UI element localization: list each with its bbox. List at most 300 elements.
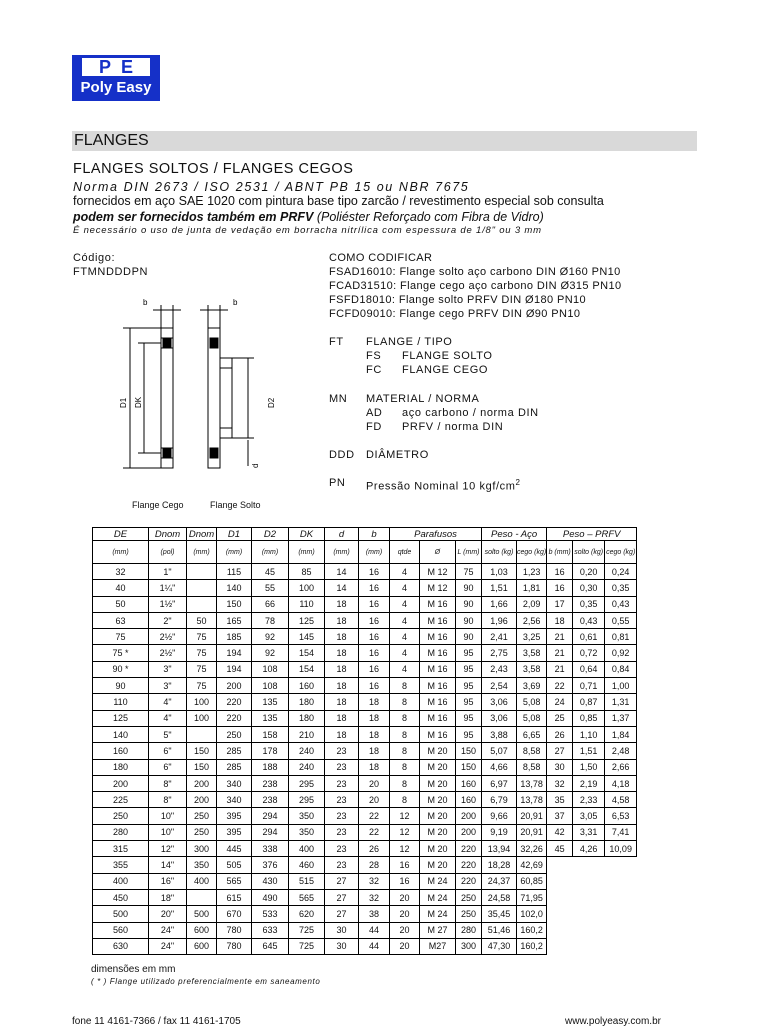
table-cell: 6,65: [517, 726, 547, 742]
legend-item-value: FLANGE CEGO: [402, 364, 489, 376]
th-unit: (mm): [325, 541, 359, 564]
table-cell: 18: [547, 612, 573, 628]
table-cell: 350: [289, 824, 325, 840]
table-cell: 1,66: [482, 596, 517, 612]
table-cell: 3,25: [517, 629, 547, 645]
dim-d1: D1: [119, 397, 128, 408]
table-cell: 294: [252, 808, 289, 824]
table-cell: [573, 857, 605, 873]
table-cell: 90: [456, 580, 482, 596]
table-cell: 395: [217, 808, 252, 824]
table-cell: 240: [289, 759, 325, 775]
table-cell: 2,54: [482, 678, 517, 694]
table-cell: 8: [390, 726, 420, 742]
table-cell: 75: [187, 678, 217, 694]
th-d: d: [325, 528, 359, 541]
table-cell: 338: [252, 841, 289, 857]
table-row: [93, 564, 637, 580]
table-cell: 8: [390, 678, 420, 694]
table-cell: 180: [289, 710, 325, 726]
table-cell: 125: [93, 710, 149, 726]
prfv-italic: (Poliéster Reforçado com Fibra de Vidro): [313, 210, 544, 224]
table-cell: 1,50: [573, 759, 605, 775]
table-cell: 780: [217, 938, 252, 954]
table-row: [93, 759, 637, 775]
prfv-bold: podem ser fornecidos também em PRFV: [73, 210, 314, 224]
table-cell: 0,71: [573, 678, 605, 694]
table-row: [93, 906, 637, 922]
table-cell: 92: [252, 629, 289, 645]
table-row: [93, 857, 637, 873]
table-cell: 450: [93, 889, 149, 905]
table-cell: 90: [456, 612, 482, 628]
table-cell: 0,64: [573, 661, 605, 677]
table-cell: 158: [252, 726, 289, 742]
table-cell: M 16: [420, 678, 456, 694]
table-cell: 400: [289, 841, 325, 857]
codificar-title: COMO CODIFICAR: [329, 252, 433, 264]
th-peso-prfv: Peso – PRFV: [547, 528, 637, 541]
table-cell: 18: [359, 759, 390, 775]
table-cell: 340: [217, 792, 252, 808]
table-cell: 0,20: [573, 564, 605, 580]
table-cell: 23: [325, 759, 359, 775]
table-cell: 4: [390, 564, 420, 580]
prfv-text: [73, 210, 544, 224]
table-cell: 42,69: [517, 857, 547, 873]
dim-dk: DK: [134, 396, 143, 408]
th-unit: solto (kg): [573, 541, 605, 564]
table-cell: 108: [252, 661, 289, 677]
table-cell: 1,10: [573, 726, 605, 742]
th-unit: (pol): [149, 541, 187, 564]
legend-label: MATERIAL / NORMA: [366, 393, 480, 405]
table-cell: 16: [359, 596, 390, 612]
table-cell: 1½": [149, 596, 187, 612]
table-cell: 0,35: [605, 580, 637, 596]
legend-item-key: AD: [366, 407, 383, 419]
table-cell: 115: [217, 564, 252, 580]
table-cell: M 24: [420, 906, 456, 922]
flange-drawing: [108, 290, 298, 495]
legend-item: [366, 420, 504, 434]
table-cell: 2½": [149, 629, 187, 645]
table-cell: 294: [252, 824, 289, 840]
table-row: [93, 824, 637, 840]
legend-pn-text: Pressão Nominal 10 kgf/cm: [366, 480, 516, 493]
th-de: DE: [93, 528, 149, 541]
table-cell: 1,96: [482, 612, 517, 628]
table-row: [93, 694, 637, 710]
table-cell: 3,05: [573, 808, 605, 824]
table-cell: 60,85: [517, 873, 547, 889]
table-cell: 140: [217, 580, 252, 596]
table-cell: 92: [252, 645, 289, 661]
table-cell: 18: [325, 710, 359, 726]
table-cell: 71,95: [517, 889, 547, 905]
codificar-line: FCFD09010: Flange cego PRFV DIN Ø90 PN10: [329, 308, 581, 320]
table-cell: 8: [390, 743, 420, 759]
table-cell: 4: [390, 580, 420, 596]
table-cell: 90: [93, 678, 149, 694]
table-cell: 75: [456, 564, 482, 580]
table-cell: 95: [456, 694, 482, 710]
table-cell: 110: [93, 694, 149, 710]
table-cell: 4: [390, 629, 420, 645]
table-cell: 135: [252, 694, 289, 710]
table-row: [93, 612, 637, 628]
table-cell: 21: [547, 645, 573, 661]
th-unit: (mm): [93, 541, 149, 564]
legend-item: [366, 406, 539, 420]
th-unit: (mm): [359, 541, 390, 564]
table-cell: 135: [252, 710, 289, 726]
table-cell: 300: [456, 938, 482, 954]
table-cell: 285: [217, 759, 252, 775]
table-cell: 18,28: [482, 857, 517, 873]
codigo-block: [73, 251, 148, 279]
table-cell: 4": [149, 710, 187, 726]
table-cell: 515: [289, 873, 325, 889]
table-header-row: [93, 528, 637, 541]
table-cell: 725: [289, 922, 325, 938]
th-unit: L (mm): [456, 541, 482, 564]
table-body: [93, 564, 637, 955]
table-cell: M 27: [420, 922, 456, 938]
table-cell: M 20: [420, 841, 456, 857]
table-cell: 4: [390, 596, 420, 612]
table-cell: 18: [359, 743, 390, 759]
table-cell: 38: [359, 906, 390, 922]
table-row: [93, 775, 637, 791]
table-cell: M 20: [420, 743, 456, 759]
th-dk: DK: [289, 528, 325, 541]
table-cell: M 24: [420, 889, 456, 905]
th-unit: solto (kg): [482, 541, 517, 564]
table-cell: 1,51: [573, 743, 605, 759]
table-row: [93, 645, 637, 661]
codigo-label: Código:: [73, 252, 116, 264]
table-cell: 18: [359, 694, 390, 710]
table-cell: 500: [93, 906, 149, 922]
table-cell: 188: [252, 759, 289, 775]
table-cell: 20: [390, 906, 420, 922]
table-cell: M 16: [420, 596, 456, 612]
table-cell: 13,78: [517, 775, 547, 791]
table-cell: 50: [93, 596, 149, 612]
table-cell: 16: [359, 661, 390, 677]
table-cell: 18: [359, 710, 390, 726]
table-cell: 16: [359, 645, 390, 661]
table-cell: 1¼": [149, 580, 187, 596]
table-cell: 0,85: [573, 710, 605, 726]
table-cell: 500: [187, 906, 217, 922]
table-cell: 18": [149, 889, 187, 905]
table-cell: 2,56: [517, 612, 547, 628]
table-cell: 30: [547, 759, 573, 775]
table-cell: 154: [289, 645, 325, 661]
table-row: [93, 808, 637, 824]
table-cell: 12: [390, 808, 420, 824]
table-cell: 18: [325, 661, 359, 677]
table-cell: 250: [93, 808, 149, 824]
table-cell: 6,79: [482, 792, 517, 808]
table-cell: 280: [456, 922, 482, 938]
section-title: FLANGES: [72, 131, 697, 151]
legend-item-key: FD: [366, 421, 382, 433]
website-link[interactable]: www.polyeasy.com.br: [565, 1016, 661, 1027]
table-cell: 355: [93, 857, 149, 873]
table-cell: 24": [149, 938, 187, 954]
table-cell: 32,26: [517, 841, 547, 857]
logo-pe: PE: [82, 58, 150, 76]
table-cell: 2,09: [517, 596, 547, 612]
table-cell: 45: [252, 564, 289, 580]
table-cell: 315: [93, 841, 149, 857]
table-cell: 95: [456, 661, 482, 677]
table-cell: 6,97: [482, 775, 517, 791]
table-cell: 4: [390, 661, 420, 677]
flange-spec-table: [92, 527, 637, 955]
codificar-block: [329, 251, 622, 321]
dim-d2: D2: [267, 397, 276, 408]
table-cell: 2,41: [482, 629, 517, 645]
table-cell: M 16: [420, 694, 456, 710]
table-row: [93, 678, 637, 694]
table-cell: 23: [325, 857, 359, 873]
table-cell: M 20: [420, 792, 456, 808]
table-cell: 633: [252, 922, 289, 938]
table-cell: 0,24: [605, 564, 637, 580]
legend-item-key: FS: [366, 350, 382, 362]
table-cell: 2,19: [573, 775, 605, 791]
table-cell: 140: [93, 726, 149, 742]
table-cell: 24: [547, 694, 573, 710]
table-cell: [187, 596, 217, 612]
table-cell: 16: [359, 580, 390, 596]
table-cell: [547, 873, 573, 889]
table-cell: 1,23: [517, 564, 547, 580]
table-cell: 3": [149, 661, 187, 677]
legend-key: FT: [329, 336, 344, 348]
table-cell: 21: [547, 661, 573, 677]
table-cell: 2,75: [482, 645, 517, 661]
table-cell: 10": [149, 824, 187, 840]
table-cell: 160: [456, 792, 482, 808]
th-peso-aco: Peso - Aço: [482, 528, 547, 541]
table-cell: 180: [93, 759, 149, 775]
table-cell: 45: [547, 841, 573, 857]
table-cell: 376: [252, 857, 289, 873]
table-cell: 150: [456, 743, 482, 759]
table-cell: 2½": [149, 645, 187, 661]
table-cell: 44: [359, 938, 390, 954]
table-cell: 75: [187, 661, 217, 677]
table-cell: M 12: [420, 564, 456, 580]
table-cell: M 20: [420, 857, 456, 873]
table-cell: 600: [187, 938, 217, 954]
table-cell: [573, 922, 605, 938]
table-cell: 780: [217, 922, 252, 938]
table-cell: 75: [93, 629, 149, 645]
table-cell: [573, 906, 605, 922]
table-cell: 50: [187, 612, 217, 628]
legend-item-key: FC: [366, 364, 382, 376]
dim-d: d: [251, 463, 260, 468]
table-cell: 16: [547, 564, 573, 580]
table-cell: 160: [93, 743, 149, 759]
table-cell: 90: [456, 629, 482, 645]
table-row: [93, 661, 637, 677]
dim-b-left: b: [143, 298, 148, 307]
table-cell: 295: [289, 792, 325, 808]
table-cell: 3,06: [482, 694, 517, 710]
table-cell: M 16: [420, 612, 456, 628]
table-cell: 44: [359, 922, 390, 938]
table-cell: 395: [217, 824, 252, 840]
table-cell: [573, 889, 605, 905]
table-cell: 47,30: [482, 938, 517, 954]
table-cell: 220: [456, 857, 482, 873]
th-unit: cego (kg): [517, 541, 547, 564]
table-cell: 185: [217, 629, 252, 645]
table-cell: 27: [547, 743, 573, 759]
table-cell: 27: [325, 873, 359, 889]
table-cell: 5": [149, 726, 187, 742]
table-cell: 165: [217, 612, 252, 628]
table-cell: 200: [456, 808, 482, 824]
table-cell: 240: [289, 743, 325, 759]
table-cell: 2,43: [482, 661, 517, 677]
table-cell: 4,58: [605, 792, 637, 808]
legend-item-value: PRFV / norma DIN: [402, 421, 504, 433]
label-flange-solto-text: Flange Solto: [210, 500, 261, 510]
table-cell: 16: [547, 580, 573, 596]
table-cell: 3,58: [517, 645, 547, 661]
table-cell: 154: [289, 661, 325, 677]
table-cell: 23: [325, 841, 359, 857]
fornecidos-text: fornecidos em aço SAE 1020 com pintura base tipo zarcão / revestimento especial sob consulta: [73, 194, 604, 208]
table-cell: 37: [547, 808, 573, 824]
table-cell: 0,55: [605, 612, 637, 628]
th-unit: (mm): [289, 541, 325, 564]
table-cell: 18: [325, 612, 359, 628]
label-flange-cego-text: Flange Cego: [132, 500, 184, 510]
table-cell: 8,58: [517, 743, 547, 759]
table-cell: 20,91: [517, 824, 547, 840]
table-cell: 18: [325, 726, 359, 742]
table-cell: 16: [359, 612, 390, 628]
th-unit: (mm): [187, 541, 217, 564]
legend-label: FLANGE / TIPO: [366, 336, 453, 348]
table-cell: 78: [252, 612, 289, 628]
table-cell: 20: [359, 775, 390, 791]
table-cell: 32: [359, 873, 390, 889]
table-cell: 533: [252, 906, 289, 922]
contact-phone: fone 11 4161-7366 / fax 11 4161-1705: [72, 1016, 241, 1027]
table-subheader-row: [93, 541, 637, 564]
table-cell: 16: [390, 857, 420, 873]
legend-key: PN: [329, 477, 346, 489]
footnote-asterisk: ( * ) Flange utilizado preferencialmente em saneamento: [91, 977, 321, 986]
table-cell: 13,94: [482, 841, 517, 857]
table-cell: [605, 906, 637, 922]
table-cell: 14: [325, 564, 359, 580]
table-cell: 0,30: [573, 580, 605, 596]
table-cell: 210: [289, 726, 325, 742]
table-cell: 400: [93, 873, 149, 889]
table-cell: 1,37: [605, 710, 637, 726]
table-cell: [605, 922, 637, 938]
table-cell: 95: [456, 678, 482, 694]
table-cell: 18: [325, 629, 359, 645]
norma-text: Norma DIN 2673 / ISO 2531 / ABNT PB 15 ou NBR 7675: [73, 180, 470, 194]
table-cell: 1,81: [517, 580, 547, 596]
legend-pn-sup: 2: [515, 478, 521, 487]
table-cell: 32: [359, 889, 390, 905]
table-cell: 3,58: [517, 661, 547, 677]
table-cell: 22: [359, 824, 390, 840]
table-cell: 180: [289, 694, 325, 710]
table-cell: 600: [187, 922, 217, 938]
table-cell: 1,00: [605, 678, 637, 694]
table-cell: 280: [93, 824, 149, 840]
table-cell: 145: [289, 629, 325, 645]
table-cell: 20": [149, 906, 187, 922]
table-cell: 2,48: [605, 743, 637, 759]
table-cell: 178: [252, 743, 289, 759]
table-cell: 645: [252, 938, 289, 954]
table-cell: 150: [187, 759, 217, 775]
table-cell: 160,2: [517, 938, 547, 954]
table-cell: 300: [187, 841, 217, 857]
table-cell: [573, 873, 605, 889]
th-d2: D2: [252, 528, 289, 541]
table-cell: 28: [359, 857, 390, 873]
legend-item-value: aço carbono / norma DIN: [402, 407, 539, 419]
table-cell: 95: [456, 726, 482, 742]
codigo-value: FTMNDDDPN: [73, 266, 149, 278]
table-cell: 8,58: [517, 759, 547, 775]
th-b: b: [359, 528, 390, 541]
table-cell: 75: [187, 629, 217, 645]
table-cell: 6": [149, 759, 187, 775]
table-cell: 32: [93, 564, 149, 580]
table-cell: 16: [359, 629, 390, 645]
table-cell: 75 *: [93, 645, 149, 661]
table-cell: 1,03: [482, 564, 517, 580]
table-row: [93, 841, 637, 857]
table-cell: 27: [325, 906, 359, 922]
table-cell: 18: [325, 678, 359, 694]
legend-item: [366, 363, 489, 377]
table-cell: M 20: [420, 775, 456, 791]
table-cell: 4: [390, 645, 420, 661]
table-cell: 160: [289, 678, 325, 694]
table-cell: 3,06: [482, 710, 517, 726]
table-row: [93, 938, 637, 954]
table-cell: 630: [93, 938, 149, 954]
table-cell: 615: [217, 889, 252, 905]
table-cell: 55: [252, 580, 289, 596]
table-cell: 63: [93, 612, 149, 628]
table-cell: 23: [325, 808, 359, 824]
table-cell: [605, 857, 637, 873]
table-cell: 25: [547, 710, 573, 726]
th-unit: (mm): [252, 541, 289, 564]
table-cell: 35,45: [482, 906, 517, 922]
table-cell: 560: [93, 922, 149, 938]
